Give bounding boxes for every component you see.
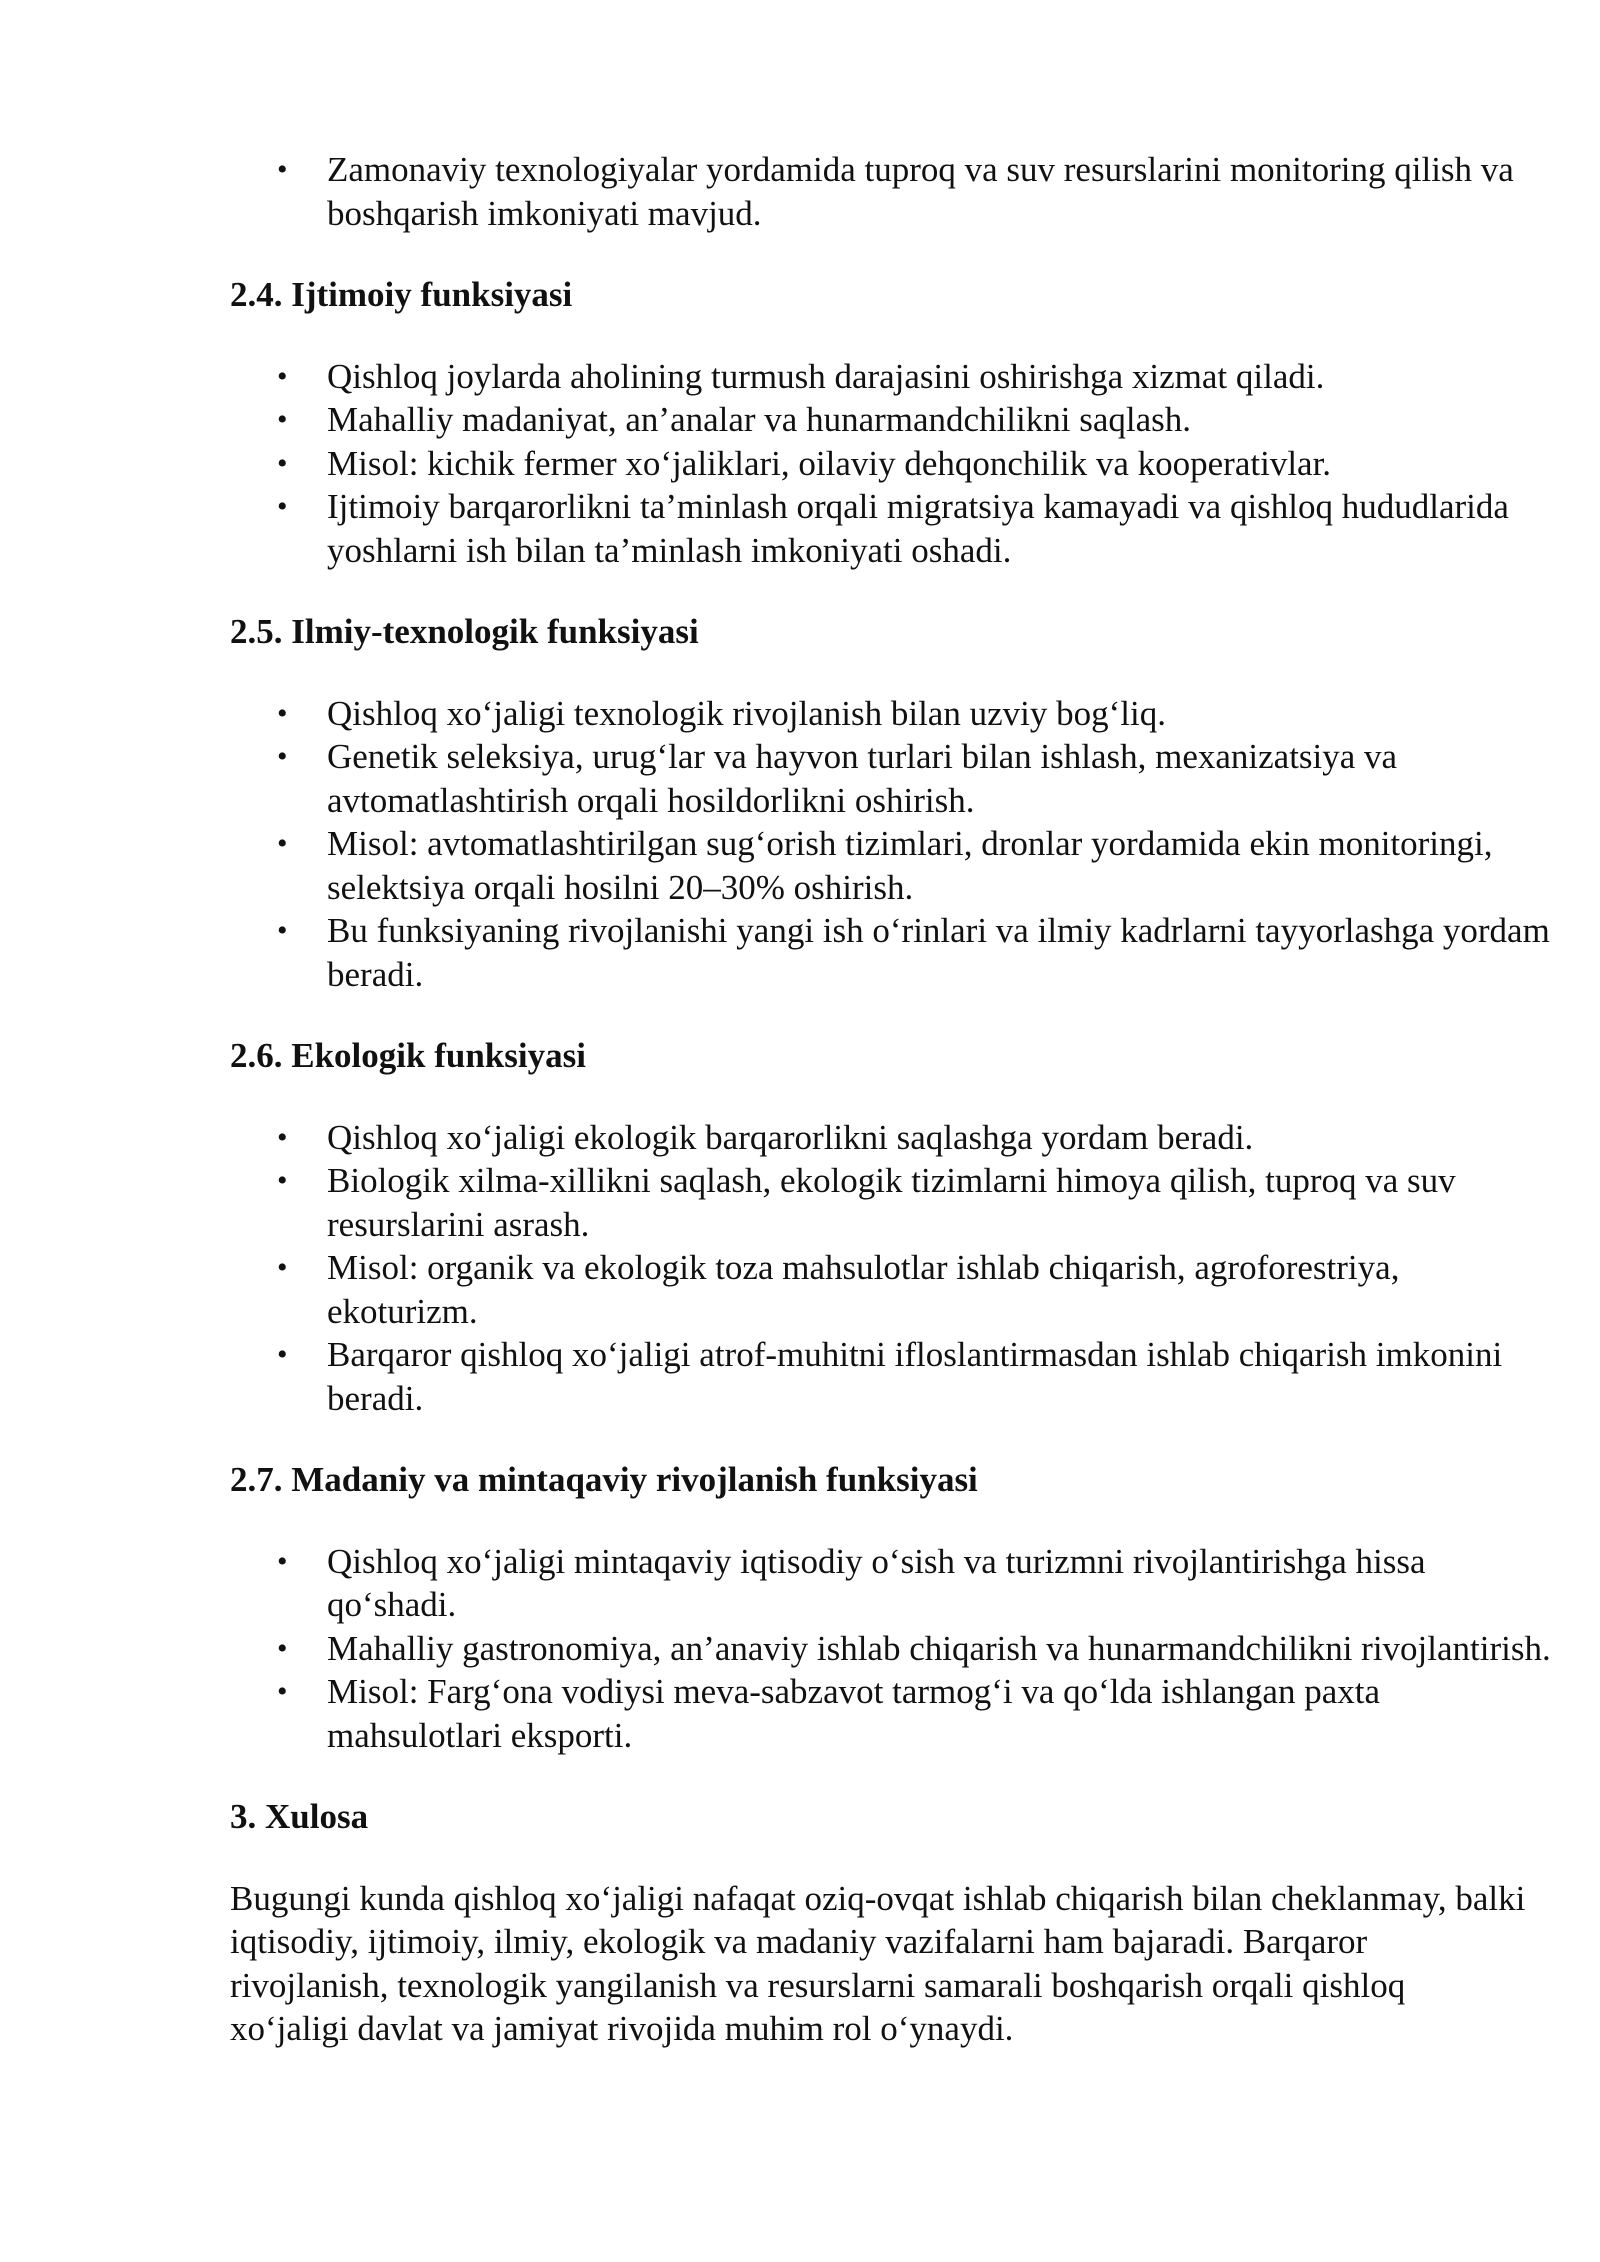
list-item-text: Bu funksiyaning rivojlanishi yangi ish o‘rinlari va ilmiy kadrlarni tayyorlashga yordam beradi.	[327, 911, 1550, 994]
bullet-icon: •	[277, 914, 288, 947]
conclusion-paragraph: Bugungi kunda qishloq xo‘jaligi nafaqat oziq-ovqat ishlab chiqarish bilan cheklanmay, balki iqtisodiy, ijtimoiy, ilmiy, ekologik va madaniy vazifalarni ham bajaradi. Barqaror rivojlanish, texnologik yangilanish va resurslarni samarali boshqarish orqali qishloq xo‘jaligi davlat va jamiyat rivojida muhim rol o‘ynaydi.	[230, 1878, 1526, 2048]
bullet-icon: •	[277, 1338, 288, 1371]
list-item-text: Misol: kichik fermer xo‘jaliklari, oilaviy dehqonchilik va kooperativlar.	[327, 443, 1332, 483]
list-item-text: Mahalliy gastronomiya, an’anaviy ishlab chiqarish va hunarmandchilikni rivojlantirish.	[327, 1628, 1551, 1668]
document-page	[230, 148, 1551, 2051]
section-heading-2-5: 2.5. Ilmiy-texnologik funksiyasi	[230, 612, 699, 651]
list-item-text: Qishloq xo‘jaligi ekologik barqarorlikni saqlashga yordam beradi.	[327, 1117, 1254, 1157]
list-item-text: Qishloq joylarda aholining turmush darajasini oshirishga xizmat qiladi.	[327, 356, 1325, 396]
list-item	[230, 1627, 1557, 1671]
section-heading-2-6: 2.6. Ekologik funksiyasi	[230, 1036, 586, 1075]
list-item	[230, 1540, 1557, 1627]
list-item-text: Misol: Farg‘ona vodiysi meva-sabzavot tarmog‘i va qo‘lda ishlangan paxta mahsulotlari eksporti.	[327, 1672, 1380, 1755]
bullet-icon: •	[277, 1164, 288, 1197]
bullet-icon: •	[277, 1675, 288, 1708]
list-item	[230, 485, 1557, 572]
list-item-text: Barqaror qishloq xo‘jaligi atrof-muhitni ifloslantirmasdan ishlab chiqarish imkonini beradi.	[327, 1335, 1503, 1418]
list-item-text: Mahalliy madaniyat, an’analar va hunarmandchilikni saqlash.	[327, 400, 1192, 439]
bullet-icon: •	[277, 1251, 288, 1284]
bullet-icon: •	[277, 1544, 288, 1578]
list-item	[230, 822, 1557, 909]
bullet-icon: •	[277, 403, 288, 436]
section-list-2-5	[230, 692, 1550, 997]
section-list-2-7	[230, 1540, 1551, 1758]
bullet-icon: •	[277, 827, 288, 860]
list-item	[230, 398, 1557, 442]
list-item	[230, 1333, 1557, 1420]
list-item	[230, 1670, 1557, 1757]
list-item-text: Biologik xilma-xillikni saqlash, ekologik tizimlarni himoya qilish, tuproq va suv resurslarini asrash.	[327, 1161, 1456, 1244]
list-item	[230, 1116, 1557, 1160]
section-list-2-6	[230, 1116, 1530, 1421]
list-item	[230, 442, 1557, 486]
list-item	[230, 1159, 1557, 1246]
conclusion-heading: 3. Xulosa	[230, 1797, 369, 1836]
list-item	[230, 148, 1557, 235]
bullet-icon: •	[277, 1631, 288, 1665]
list-item	[230, 909, 1557, 996]
bullet-icon: •	[277, 359, 288, 393]
list-item	[230, 1246, 1557, 1333]
list-item-text: Genetik seleksiya, urug‘lar va hayvon turlari bilan ishlash, mexanizatsiya va avtomatlashtirish orqali hosildorlikni oshirish.	[327, 737, 1398, 820]
list-item	[230, 692, 1557, 736]
section-heading-2-7: 2.7. Madaniy va mintaqaviy rivojlanish funksiyasi	[230, 1460, 978, 1499]
list-item-text: Zamonaviy texnologiyalar yordamida tuproq va suv resurslarini monitoring qilish va boshqarish imkoniyati mavjud.	[327, 150, 1514, 233]
bullet-icon: •	[277, 446, 288, 480]
intro-list	[230, 148, 1530, 235]
bullet-icon: •	[277, 1120, 288, 1154]
list-item-text: Qishloq xo‘jaligi texnologik rivojlanish bilan uzviy bog‘liq.	[327, 693, 1166, 733]
list-item	[230, 735, 1557, 822]
section-list-2-4	[230, 355, 1530, 573]
list-item-text: Ijtimoiy barqarorlikni ta’minlash orqali migratsiya kamayadi va qishloq hududlarida yoshlarni ish bilan ta’minlash imkoniyati oshadi.	[327, 487, 1509, 570]
bullet-icon: •	[277, 153, 288, 186]
bullet-icon: •	[277, 490, 288, 523]
bullet-icon: •	[277, 696, 288, 730]
list-item	[230, 355, 1557, 399]
section-heading-2-4: 2.4. Ijtimoiy funksiyasi	[230, 275, 573, 314]
list-item-text: Misol: avtomatlashtirilgan sug‘orish tizimlari, dronlar yordamida ekin monitoringi, selektsiya orqali hosilni 20–30% oshirish.	[327, 824, 1493, 907]
bullet-icon: •	[277, 740, 288, 773]
list-item-text: Qishloq xo‘jaligi mintaqaviy iqtisodiy o‘sish va turizmni rivojlantirishga hissa qo‘shadi.	[327, 1541, 1426, 1624]
list-item-text: Misol: organik va ekologik toza mahsulotlar ishlab chiqarish, agroforestriya, ekoturizm.	[327, 1248, 1400, 1331]
